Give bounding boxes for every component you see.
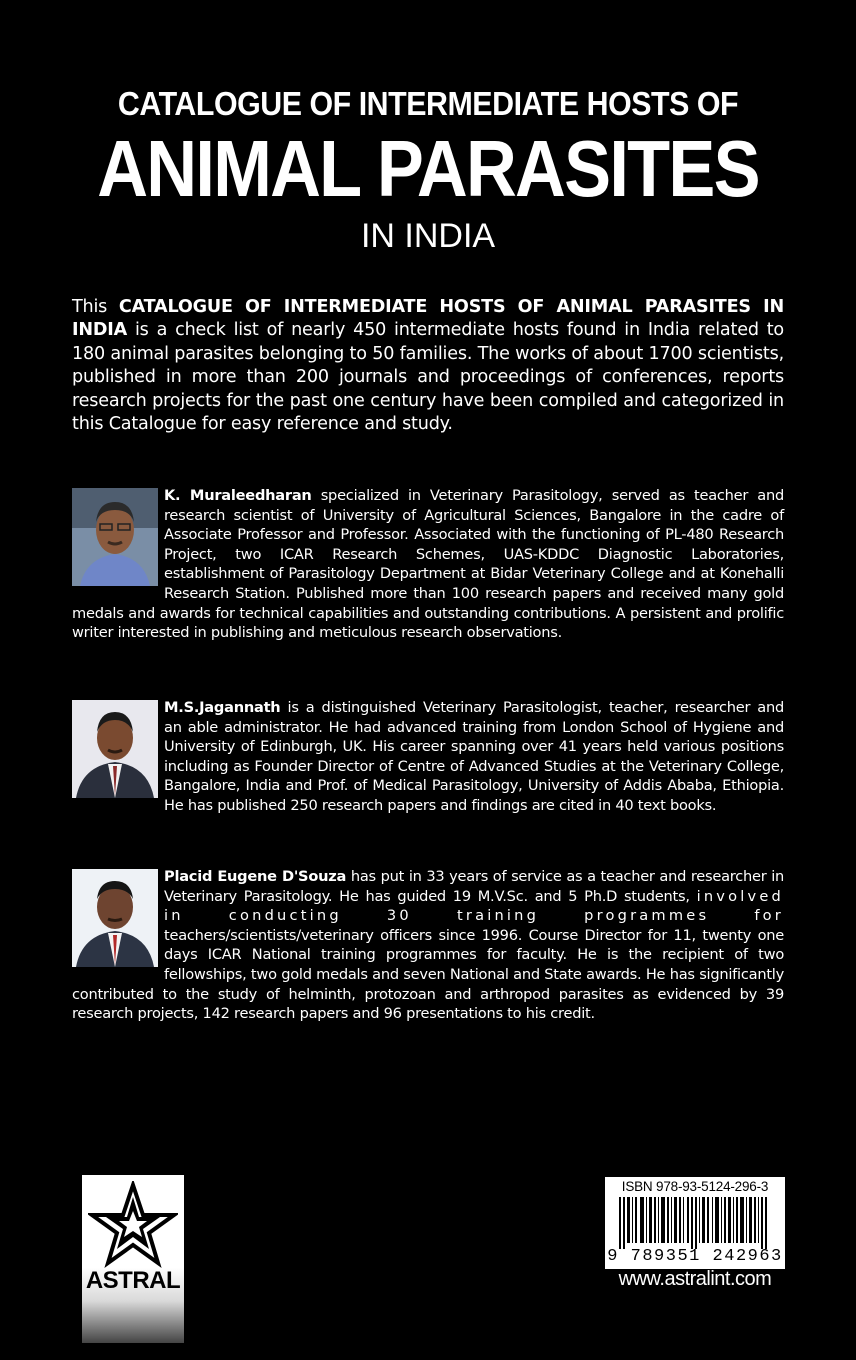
author-name-muraleedharan: K. Muraleedharan	[164, 487, 312, 504]
isbn-text: ISBN 978-93-5124-296-3	[621, 1179, 769, 1194]
author-bio-text-jagannath: is a distinguished Veterinary Parasitologist, teacher, researcher and an able administrator. He had advanced training from London School of Hygiene and University of Edinburgh, UK. His career spanning over 41 years held various positions including as Founder Director of Centre of Advanced Studies at the Veterinary College, Bangalore, India and Prof. of Medical Parasitology, University of Addis Ababa, Ethiopia. He has published 250 research papers and findings are cited in 40 text books.	[164, 699, 784, 814]
barcode-digits: 9 789351 242963	[607, 1247, 783, 1266]
publisher-website: www.astralint.com	[618, 1268, 772, 1290]
title-line-1: CATALOGUE OF INTERMEDIATE HOSTS OF	[117, 85, 739, 122]
author-bio-dsouza	[72, 867, 784, 1024]
title-line-2: ANIMAL PARASITES	[97, 124, 759, 213]
author-bio-text-dsouza-a: has put in 33 years of service as a teacher and researcher in Veterinary Parasitology. He has guided 19 M.V.Sc. and 5 Ph.D students,	[164, 868, 784, 905]
barcode	[605, 1177, 785, 1269]
title-block	[0, 84, 856, 256]
intro-body: is a check list of nearly 450 intermediate hosts found in India related to 180 animal parasites belonging to 50 families. The works of about 1700 scientists, published in more than 200 journals and proceedings of conferences, reports research projects for the past one century have been compiled and categorized in this Catalogue for easy reference and study.	[72, 320, 784, 435]
title-line-3: IN INDIA	[360, 217, 496, 255]
author-photo-muraleedharan	[72, 488, 158, 586]
author-bio-jagannath	[72, 698, 784, 816]
intro-bold-title: CATALOGUE OF INTERMEDIATE HOSTS OF ANIMAL PARASITES IN INDIA	[72, 297, 784, 341]
author-bio-muraleedharan	[72, 486, 784, 643]
barcode-bars	[609, 1197, 781, 1249]
astral-star-icon	[88, 1181, 178, 1269]
author-name-dsouza: Placid Eugene D'Souza	[164, 868, 347, 885]
intro-paragraph	[72, 296, 784, 436]
author-bio-text-dsouza-spaced: involved in conducting 30 training programmes for	[164, 887, 784, 925]
publisher-logo-text: ASTRAL	[85, 1267, 181, 1294]
author-name-jagannath: M.S.Jagannath	[164, 699, 281, 716]
author-bio-text-muraleedharan: specialized in Veterinary Parasitology, served as teacher and research scientist of University of Agricultural Sciences, Bangalore in the cadre of Associate Professor and Professor. Associated with the functioning of PL-480 Research Project, two ICAR Research Schemes, UAS-KDDC Diagnostic Laboratories, establishment of Parasitology Department at Bidar Veterinary College and at Konehalli Research Station. Published more than 100 research papers and received many gold medals and awards for technical capabilities and outstanding contributions. A persistent and prolific writer interested in publishing and meticulous research observations.	[72, 487, 784, 642]
publisher-logo	[82, 1175, 184, 1343]
intro-lead: This	[72, 297, 119, 317]
author-photo-jagannath	[72, 700, 158, 798]
author-photo-dsouza	[72, 869, 158, 967]
author-bio-text-dsouza-b: teachers/scientists/veterinary officers since 1996. Course Director for 11, twenty one days ICAR National training programmes for faculty. He is the recipient of two fellowships, two gold medals and seven National and State awards. He has significantly contributed to the study of helminth, protozoan and arthropod parasites as evidenced by 39 research projects, 142 research papers and 96 presentations to his credit.	[72, 926, 784, 1023]
